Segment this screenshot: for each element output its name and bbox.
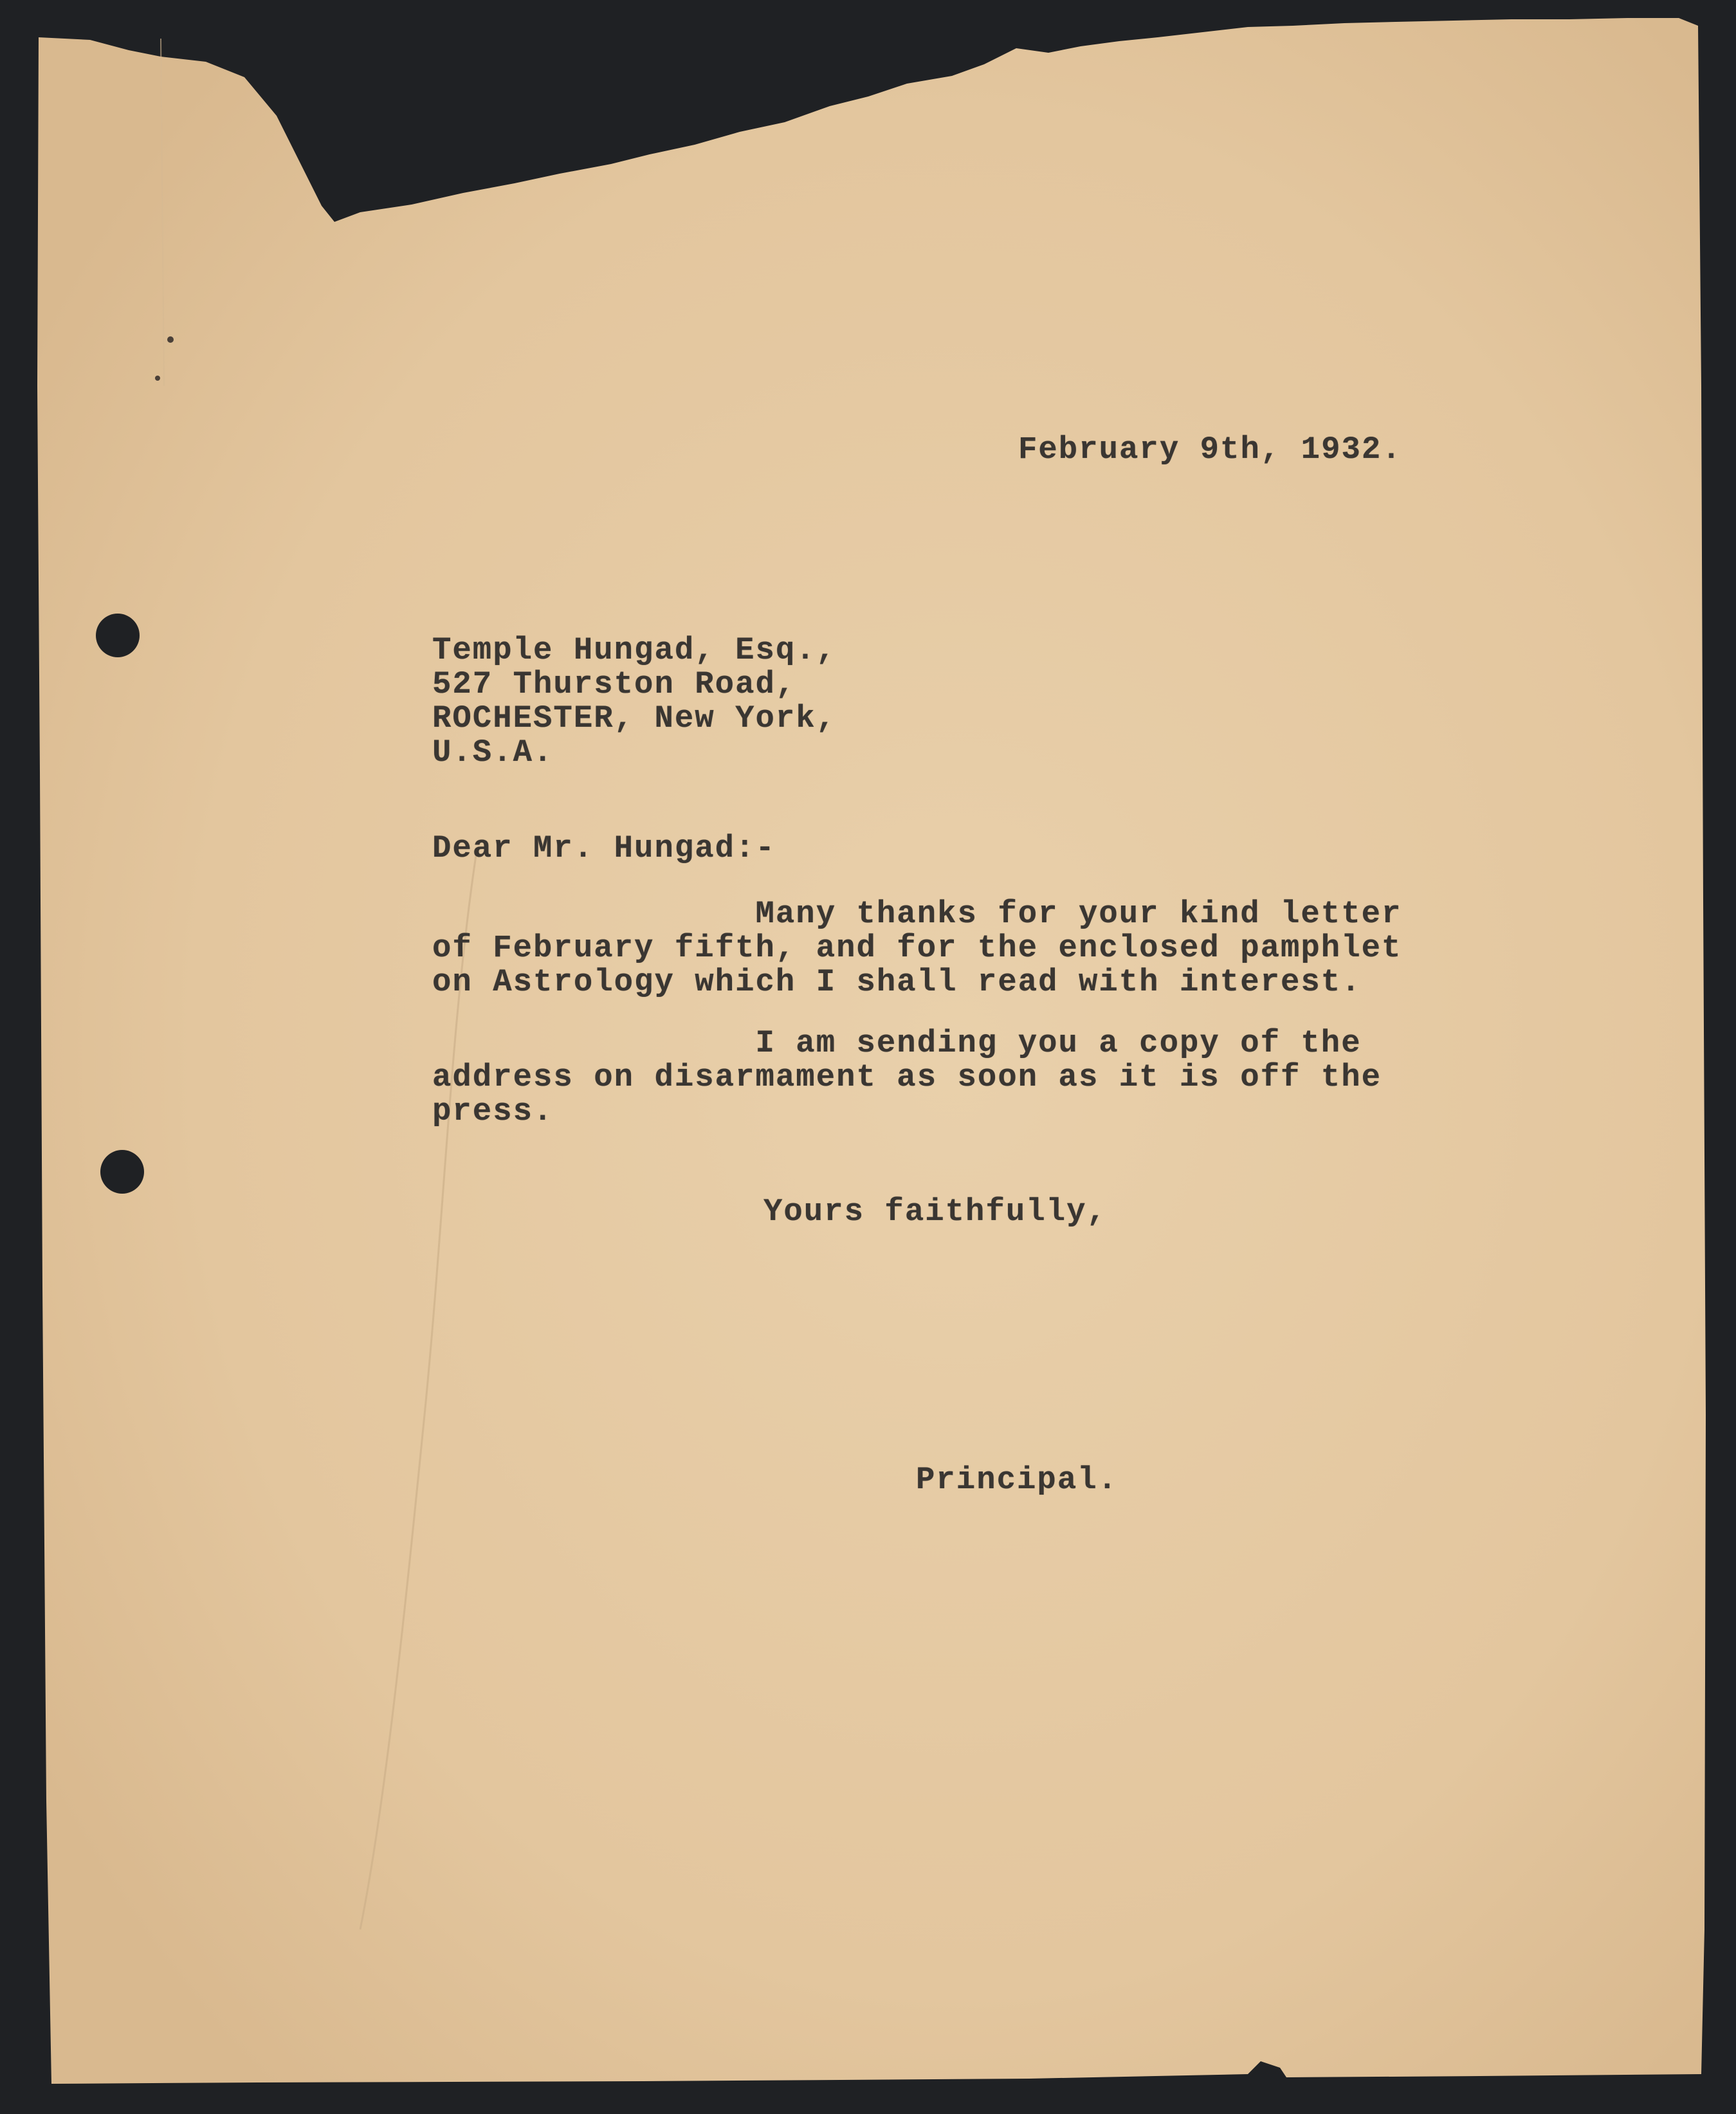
paper-speck: [167, 336, 174, 343]
address-line: 527 Thurston Road,: [432, 666, 796, 702]
address-line: Temple Hungad, Esq.,: [432, 632, 837, 668]
salutation: Dear Mr. Hungad:-: [432, 830, 776, 866]
body-paragraph: Many thanks for your kind letter of February fifth, and for the enclosed pamphlet on Astrology which I shall read with interest.: [432, 896, 1402, 1000]
address-line: U.S.A.: [432, 734, 554, 770]
punch-hole: [96, 614, 140, 657]
punch-hole: [100, 1150, 144, 1194]
signature-title: Principal.: [916, 1462, 1119, 1498]
paper-speck: [155, 376, 160, 381]
closing: Yours faithfully,: [763, 1194, 1107, 1230]
body-paragraph: I am sending you a copy of the address on disarmament as soon as it is off the press.: [432, 1025, 1382, 1129]
letter-date: February 9th, 1932.: [1018, 432, 1402, 468]
recipient-address: [432, 633, 836, 770]
address-line: ROCHESTER, New York,: [432, 700, 837, 736]
